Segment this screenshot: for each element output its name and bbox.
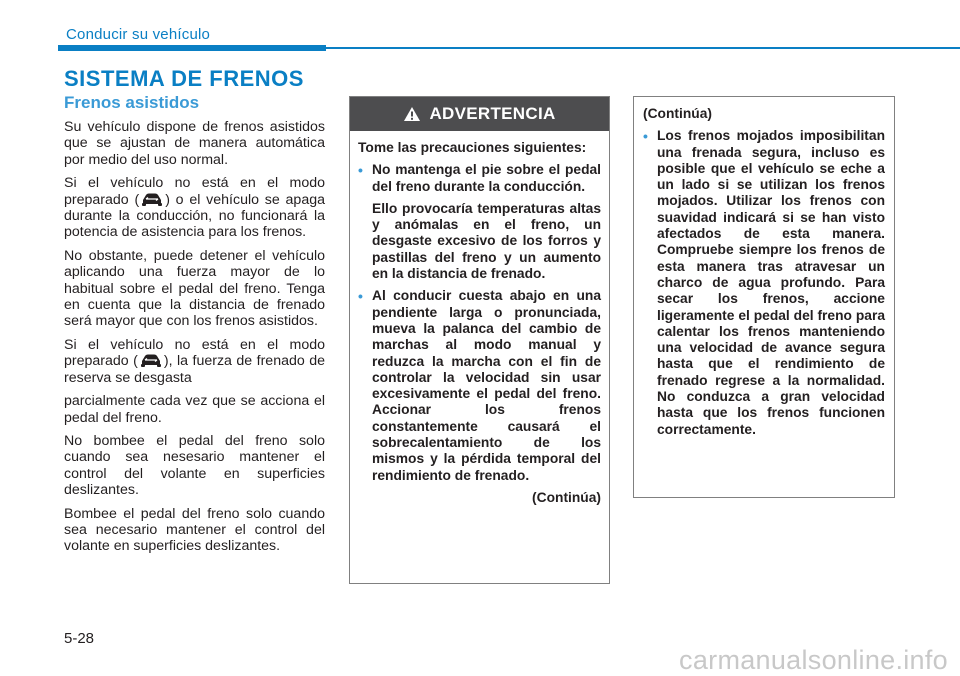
left-column	[64, 119, 325, 562]
paragraph-6: No bombee el pedal del freno solo cuando sea nesesario mantener el control del volante en superficies deslizantes.	[64, 432, 325, 499]
paragraph-3: No obstante, puede detener el vehículo aplicando una fuerza mayor de lo habitual sobre el pedal del freno. Tenga en cuenta que la distancia de frenado será mayor que con los frenos asistidos.	[64, 247, 325, 330]
bullet-dot: •	[643, 128, 648, 145]
bullet-dot: •	[358, 288, 363, 305]
paragraph-2: Si el vehículo no está en el modo preparado ( ) o el vehículo se apaga durante la conducción, no funcionará la potencia de asistencia para los frenos.	[64, 175, 325, 241]
warning-triangle-icon	[403, 106, 421, 122]
bullet-dot: •	[358, 162, 363, 179]
warning-continues: (Continúa)	[532, 489, 601, 505]
page-number: 5-28	[64, 630, 95, 647]
paragraph-4: Si el vehículo no está en el modo preparado ( ), la fuerza de frenado de reserva se desgasta	[64, 336, 325, 386]
header-rule-thin	[326, 47, 960, 49]
section-title: SISTEMA DE FRENOS	[64, 66, 304, 91]
warning-header	[350, 97, 609, 131]
warning-intro: Tome las precauciones siguientes:	[358, 140, 587, 155]
paragraph-1: Su vehículo dispone de frenos asistidos que se ajustan de manera automática por medio del uso normal.	[64, 119, 325, 168]
section-subtitle: Frenos asistidos	[64, 93, 200, 112]
warning-bullet-1-detail: Ello provocaría temperaturas altas y anómalas en el freno, un desgaste excesivo de los forros y pastillas del freno y un aumento en la distancia de frenado.	[372, 200, 601, 282]
warning-heading: ADVERTENCIA	[429, 104, 556, 123]
warning-bullet-1: • No mantenga el pie sobre el pedal del freno durante la conducción.	[358, 162, 601, 194]
continued-box	[633, 96, 895, 498]
car-ready-icon	[138, 353, 164, 367]
car-ready-icon	[139, 192, 165, 206]
header-rule-thick	[58, 45, 326, 51]
warning-bullet-2: • Al conducir cuesta abajo en una pendiente larga o pronunciada, mueva la palanca del cambio de marchas al modo manual y reduzca la marcha con el fin de controlar la velocidad sin usar excesivamente el pedal del freno. Accionar los frenos constantemente causará el sobrecalentamiento de los mismos y la pérdida temporal del rendimiento de frenado.	[358, 288, 601, 483]
watermark: carmanualsonline.info	[679, 645, 948, 675]
paragraph-7: Bombee el pedal del freno solo cuando sea necesario mantener el control del volante en superficies deslizantes.	[64, 505, 325, 555]
chapter-title: Conducir su vehículo	[66, 26, 211, 43]
warning-box	[349, 96, 610, 584]
warning-body	[350, 131, 609, 506]
paragraph-5: parcialmente cada vez que se acciona el pedal del freno.	[64, 393, 325, 426]
continued-bullet-1: • Los frenos mojados imposibilitan una frenada segura, incluso es posible que el vehículo se eche a un lado si se utilizan los frenos mojados. Utilizar los frenos con suavidad indicará si se han visto afectados de esta manera. Compruebe siempre los frenos de esta manera tras atravesar un charco de agua profundo. Para secar los frenos, accione ligeramente el pedal del freno para calentar los frenos manteniendo una velocidad de avance segura hasta que el rendimiento de frenado regrese a la normalidad. No conduzca a gran velocidad hasta que los frenos funcionen correctamente.	[643, 128, 885, 437]
continued-heading: (Continúa)	[643, 106, 712, 121]
